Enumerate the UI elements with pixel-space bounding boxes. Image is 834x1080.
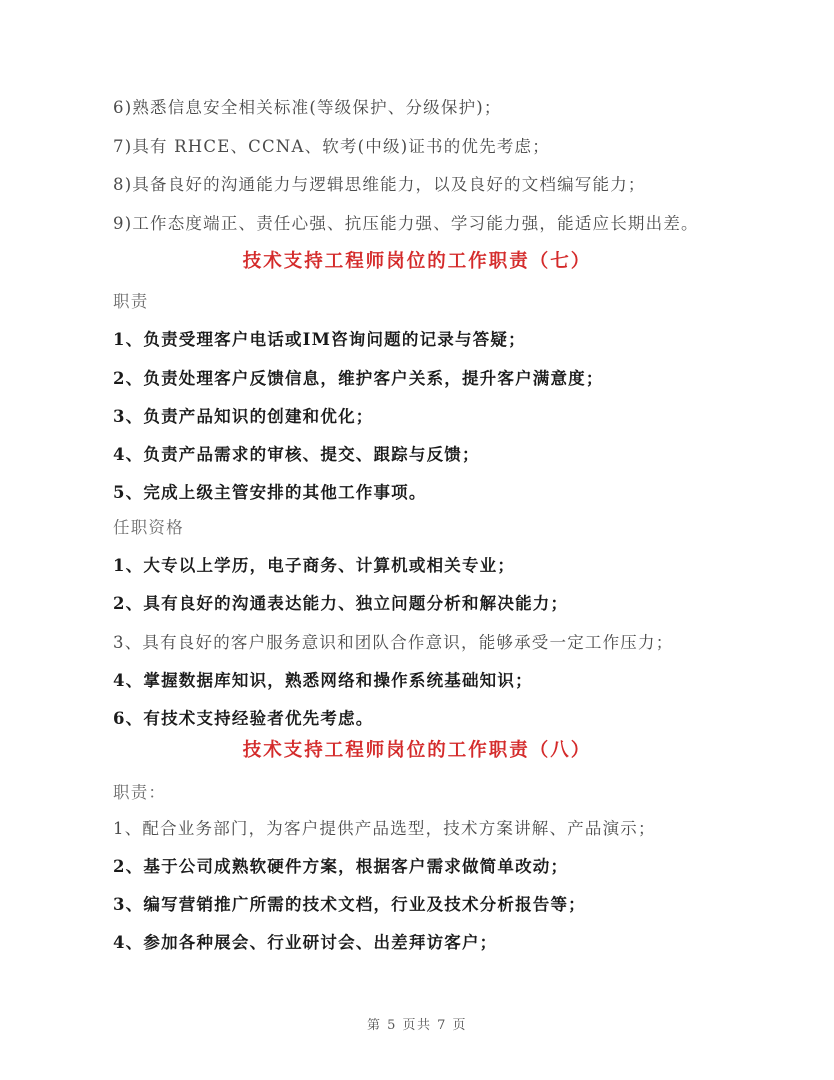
section-7-duties-label: 职责 — [113, 292, 149, 311]
section-7-duty-4: 4、负责产品需求的审核、提交、跟踪与反馈； — [113, 445, 480, 464]
section-7-qualification-4: 4、掌握数据库知识，熟悉网络和操作系统基础知识； — [113, 671, 533, 690]
intro-item-7: 7)具有 RHCE、CCNA、软考(中级)证书的优先考虑； — [113, 137, 550, 156]
section-7-qualification-2: 2、具有良好的沟通表达能力、独立问题分析和解决能力； — [113, 594, 569, 613]
section-7-duty-5: 5、完成上级主管安排的其他工作事项。 — [113, 483, 427, 502]
section-8-duty-3: 3、编写营销推广所需的技术文档，行业及技术分析报告等； — [113, 895, 586, 914]
section-7-qualifications-label: 任职资格 — [113, 518, 184, 537]
section-7-duty-1: 1、负责受理客户电话或IM咨询问题的记录与答疑； — [113, 330, 526, 349]
section-8-duty-1: 1、配合业务部门，为客户提供产品选型，技术方案讲解、产品演示； — [113, 819, 656, 838]
section-8-title: 技术支持工程师岗位的工作职责（八） — [242, 740, 592, 761]
intro-item-9: 9)工作态度端正、责任心强、抗压能力强、学习能力强，能适应长期出差。 — [113, 214, 699, 233]
page-number-footer: 第 5 页共 7 页 — [366, 1018, 468, 1033]
section-7-title: 技术支持工程师岗位的工作职责（七） — [242, 251, 592, 272]
section-7-qualification-1: 1、大专以上学历，电子商务、计算机或相关专业； — [113, 556, 516, 575]
section-7-qualification-3: 3、具有良好的客户服务意识和团队合作意识，能够承受一定工作压力； — [113, 633, 674, 652]
section-7-qualification-6: 6、有技术支持经验者优先考虑。 — [113, 709, 374, 728]
section-8-duty-4: 4、参加各种展会、行业研讨会、出差拜访客户； — [113, 933, 498, 952]
section-7-duty-2: 2、负责处理客户反馈信息，维护客户关系，提升客户满意度； — [113, 369, 604, 388]
section-7-duty-3: 3、负责产品知识的创建和优化； — [113, 407, 374, 426]
intro-item-6: 6)熟悉信息安全相关标准(等级保护、分级保护)； — [113, 98, 502, 117]
section-8-duty-2: 2、基于公司成熟软硬件方案，根据客户需求做简单改动； — [113, 857, 569, 876]
section-8-duties-label: 职责： — [113, 783, 167, 802]
intro-item-8: 8)具备良好的沟通能力与逻辑思维能力，以及良好的文档编写能力； — [113, 175, 646, 194]
